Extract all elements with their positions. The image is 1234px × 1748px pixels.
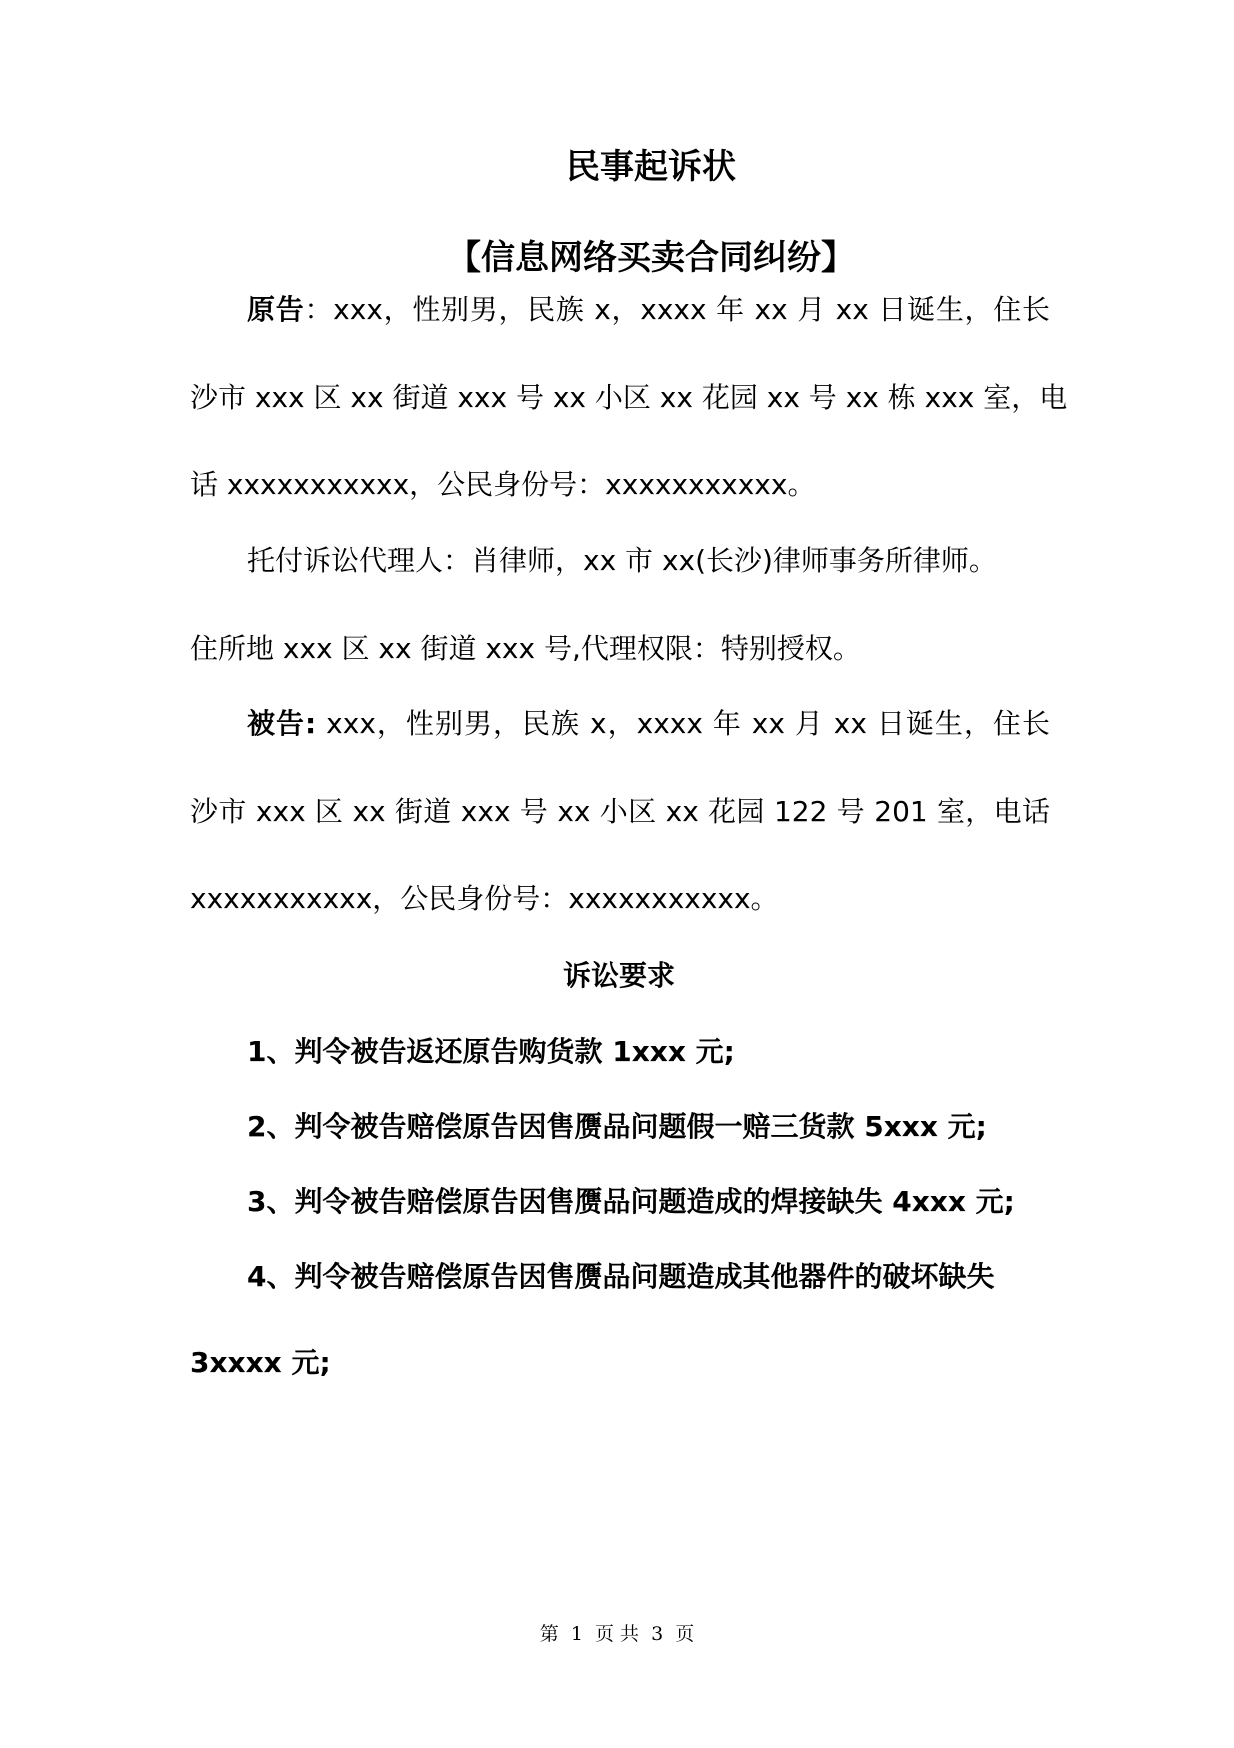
claim-item-4-continued: 3xxxx 元; — [190, 1346, 331, 1379]
footer-suffix: 页 — [675, 1623, 695, 1645]
footer-page-number: 1 — [570, 1623, 583, 1645]
plaintiff-line-3: 话 xxxxxxxxxxx，公民身份号：xxxxxxxxxxx。 — [190, 468, 816, 501]
document-subtitle: 【信息网络买卖合同纠纷】 — [447, 238, 855, 278]
defendant-line-1 — [247, 706, 1050, 742]
plaintiff-line-1 — [247, 292, 1050, 328]
plaintiff-label: 原告 — [247, 293, 305, 326]
claim-item-2: 2、判令被告赔偿原告因售赝品问题假一赔三货款 5xxx 元; — [247, 1110, 987, 1143]
page-footer — [0, 1622, 1234, 1646]
defendant-info-1: xxx，性别男，民族 x，xxxx 年 xx 月 xx 日诞生，住长 — [316, 707, 1050, 740]
document-title: 民事起诉状 — [566, 147, 736, 187]
agent-line-2: 住所地 xxx 区 xx 街道 xxx 号,代理权限：特别授权。 — [190, 632, 861, 665]
defendant-line-2: 沙市 xxx 区 xx 街道 xxx 号 xx 小区 xx 花园 122 号 201 室，电话 — [190, 795, 1050, 828]
footer-total-pages: 3 — [651, 1623, 664, 1645]
claim-item-1: 1、判令被告返还原告购货款 1xxx 元; — [247, 1035, 735, 1068]
footer-middle: 页 共 — [594, 1623, 640, 1645]
defendant-line-3: xxxxxxxxxxx，公民身份号：xxxxxxxxxxx。 — [190, 882, 779, 915]
claim-item-4: 4、判令被告赔偿原告因售赝品问题造成其他器件的破坏缺失 — [247, 1260, 995, 1293]
agent-line-1: 托付诉讼代理人：肖律师，xx 市 xx(长沙)律师事务所律师。 — [247, 544, 997, 577]
plaintiff-info-1: ：xxx，性别男，民族 x，xxxx 年 xx 月 xx 日诞生，住长 — [304, 293, 1050, 326]
defendant-label: 被告: — [247, 707, 317, 740]
plaintiff-line-2: 沙市 xxx 区 xx 街道 xxx 号 xx 小区 xx 花园 xx 号 xx 栋 xxx 室，电 — [190, 381, 1068, 414]
footer-prefix: 第 — [539, 1623, 559, 1645]
claims-heading: 诉讼要求 — [562, 959, 675, 992]
claim-item-3: 3、判令被告赔偿原告因售赝品问题造成的焊接缺失 4xxx 元; — [247, 1185, 1015, 1218]
